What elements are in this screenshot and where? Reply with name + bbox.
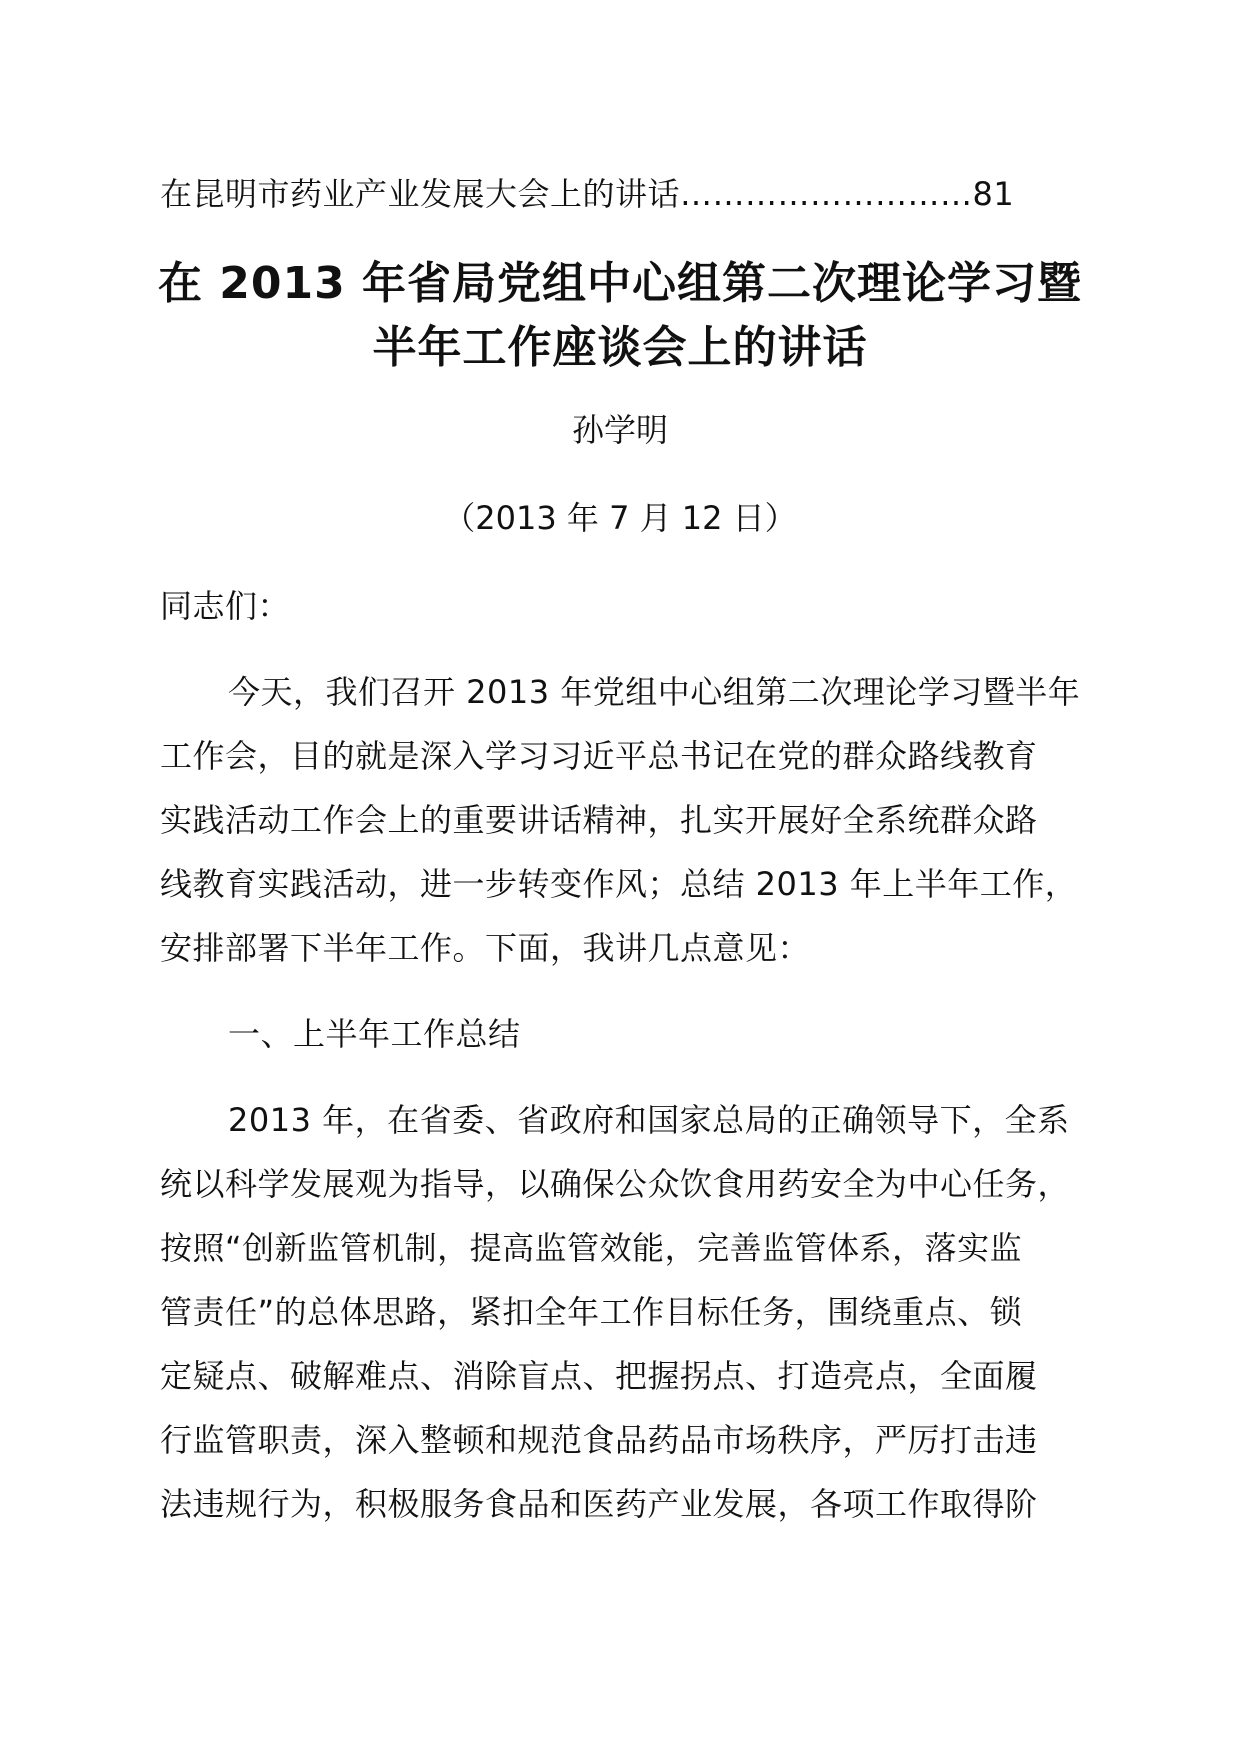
author-name: 孙学明 [571, 411, 668, 449]
document-title-line-2: 半年工作座谈会上的讲话 [372, 322, 868, 373]
paragraph-2-line: 管责任”的总体思路，紧扣全年工作目标任务，围绕重点、锁 [160, 1293, 1023, 1331]
toc-entry: 在昆明市药业产业发展大会上的讲话………………………81 [160, 175, 1015, 213]
paragraph-2-line: 2013 年，在省委、省政府和国家总局的正确领导下，全系 [228, 1101, 1070, 1139]
section-heading: 一、上半年工作总结 [228, 1015, 521, 1053]
paragraph-1-line: 实践活动工作会上的重要讲话精神，扎实开展好全系统群众路 [160, 801, 1038, 839]
paragraph-2-line: 按照“创新监管机制，提高监管效能，完善监管体系，落实监 [160, 1229, 1023, 1267]
document-title-line-1: 在 2013 年省局党组中心组第二次理论学习暨 [157, 258, 1083, 309]
paragraph-1-line: 安排部署下半年工作。下面，我讲几点意见： [160, 929, 811, 967]
paragraph-2-line: 统以科学发展观为指导，以确保公众饮食用药安全为中心任务， [160, 1165, 1071, 1203]
paragraph-1-line: 今天，我们召开 2013 年党组中心组第二次理论学习暨半年 [228, 673, 1081, 711]
paragraph-1-line: 工作会，目的就是深入学习习近平总书记在党的群众路线教育 [160, 737, 1038, 775]
speech-date: （2013 年 7 月 12 日） [443, 499, 797, 537]
paragraph-2-line: 法违规行为，积极服务食品和医药产业发展，各项工作取得阶 [160, 1485, 1038, 1523]
paragraph-1-line: 线教育实践活动，进一步转变作风；总结 2013 年上半年工作， [160, 865, 1078, 903]
paragraph-2-line: 行监管职责，深入整顿和规范食品药品市场秩序，严厉打击违 [160, 1421, 1038, 1459]
paragraph-2-line: 定疑点、破解难点、消除盲点、把握拐点、打造亮点，全面履 [160, 1357, 1038, 1395]
salutation: 同志们： [160, 587, 291, 625]
